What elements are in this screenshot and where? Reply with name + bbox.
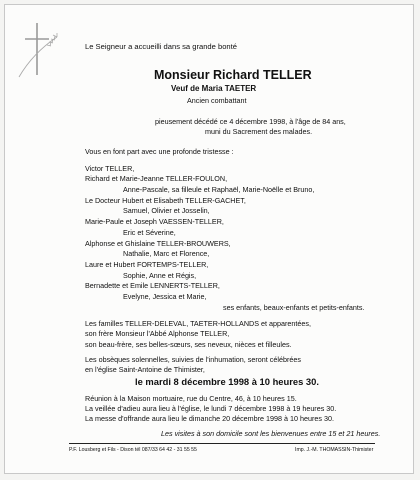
family-line: Alphonse et Ghislaine TELLER-BROUWERS,: [85, 239, 231, 248]
obituary-card: [4, 4, 414, 474]
footer-printer: Imp. J.-M. THOMASSIN-Thimister: [295, 447, 374, 453]
funeral-date: le mardi 8 décembre 1998 à 10 heures 30.: [135, 376, 319, 387]
family-line: Laure et Hubert FORTEMPS-TELLER,: [85, 260, 209, 269]
family-line: Nathalie, Marc et Florence,: [123, 249, 210, 258]
death-line-2: muni du Sacrement des malades.: [205, 127, 313, 136]
widow-line: Veuf de Maria TAETER: [171, 84, 257, 93]
family-line: Marie-Paule et Joseph VAESSEN-TELLER,: [85, 217, 224, 226]
meeting-line: La veillée d'adieu aura lieu à l'église, le lundi 7 décembre 1998 à 19 heures 30.: [85, 404, 337, 413]
death-line-1: pieusement décédé ce 4 décembre 1998, à l'âge de 84 ans,: [155, 117, 346, 126]
relatives-line: son frère Monsieur l'Abbé Alphonse TELLER,: [85, 329, 230, 338]
meeting-line: La messe d'offrande aura lieu le dimanche 20 décembre 1998 à 10 heures 30.: [85, 414, 334, 423]
family-line: Bernadette et Emile LENNERTS-TELLER,: [85, 281, 220, 290]
family-line: Eric et Séverine,: [123, 228, 176, 237]
family-line: Sophie, Anne et Régis,: [123, 271, 197, 280]
deceased-name: Monsieur Richard TELLER: [154, 68, 312, 82]
relatives-line: son beau-frère, ses belles-sœurs, ses neveux, nièces et filleules.: [85, 340, 292, 349]
role-line: Ancien combattant: [187, 96, 247, 105]
cross-wheat-icon: [13, 19, 63, 79]
funeral-line: en l'église Saint-Antoine de Thimister,: [85, 365, 205, 374]
family-line: Anne-Pascale, sa filleule et Raphaël, Marie-Noëlle et Bruno,: [123, 185, 315, 194]
visits-line: Les visites à son domicile sont les bienvenues entre 15 et 21 heures.: [161, 429, 381, 438]
opening-line: Le Seigneur a accueilli dans sa grande bonté: [85, 42, 237, 51]
family-line: Evelyne, Jessica et Marie,: [123, 292, 207, 301]
footer-funeral-home: P.F. Lousberg et Fils - Dison tél 087/33 64 42 - 31 55 55: [69, 447, 197, 453]
relatives-line: Les familles TELLER-DELEVAL, TAETER-HOLLANDS et apparentées,: [85, 319, 311, 328]
family-line: Richard et Marie-Jeanne TELLER-FOULON,: [85, 174, 228, 183]
grandchildren-line: ses enfants, beaux-enfants et petits-enfants.: [223, 303, 365, 312]
footer-divider: [69, 443, 375, 444]
family-line: Victor TELLER,: [85, 164, 135, 173]
funeral-line: Les obsèques solennelles, suivies de l'inhumation, seront célébrées: [85, 355, 301, 364]
family-line: Samuel, Olivier et Josselin,: [123, 206, 210, 215]
intro-line: Vous en font part avec une profonde tristesse :: [85, 147, 234, 156]
family-line: Le Docteur Hubert et Elisabeth TELLER-GACHET,: [85, 196, 246, 205]
meeting-line: Réunion à la Maison mortuaire, rue du Centre, 46, à 10 heures 15.: [85, 394, 297, 403]
